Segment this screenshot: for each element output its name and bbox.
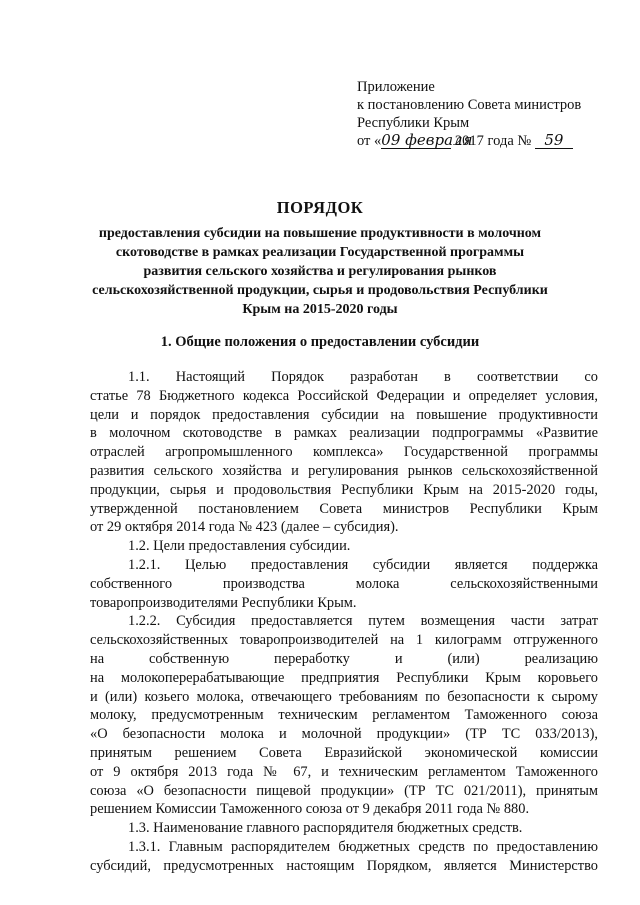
subtitle-line: предоставления субсидии на повышение продуктивности в молочном	[98, 226, 542, 241]
handwritten-number: 59	[535, 133, 573, 149]
body-line: товаропроизводителями Республики Крым.	[90, 594, 357, 611]
date-prefix: от «	[357, 133, 382, 149]
body-line: 1.2.2. Субсидия предоставляется путем возмещения части затрат	[128, 613, 598, 630]
appendix-resolution-line: к постановлению Совета министров	[357, 97, 582, 113]
body-line: собственного производства молока сельскохозяйственными	[90, 575, 598, 592]
body-line: сельскохозяйственных товаропроизводителей на 1 килограмм отгруженного	[90, 632, 598, 649]
appendix-date-line	[357, 132, 627, 150]
subtitle-line: Крым на 2015-2020 годы	[242, 302, 398, 317]
body-line: решением Комиссии Таможенного союза от 9 декабря 2011 года № 880.	[90, 801, 530, 818]
body-line: продукции, сырья и продовольствия Республики Крым на 2015-2020 годы,	[90, 481, 598, 498]
subtitle-line: сельскохозяйственной продукции, сырья и продовольствия Республики	[92, 283, 548, 298]
body-line: союза «О безопасности пищевой продукции» (ТР ТС 021/2011), принятым	[90, 782, 598, 799]
body-line: от 9 октября 2013 года № 67, и техническим регламентом Таможенного	[90, 763, 598, 780]
subtitle-line: развития сельского хозяйства и регулирования рынков	[143, 264, 497, 279]
body-line: «О безопасности молока и молочной продукции» (ТР ТС 033/2013),	[90, 726, 598, 743]
body-line: 1.2.1. Целью предоставления субсидии является поддержка	[128, 556, 598, 573]
body-line: принятым решением Совета Евразийской экономической комиссии	[90, 744, 598, 761]
handwritten-date: 09 февраля	[381, 131, 473, 149]
body-line: субсидий, предусмотренных настоящим Порядком, является Министерство	[90, 857, 598, 874]
body-line: отраслей агропромышленного комплекса» Государственной программы	[90, 444, 598, 461]
body-line: 1.3. Наименование главного распорядителя бюджетных средств.	[128, 820, 523, 837]
body-line: утвержденной постановлением Совета министров Республики Крым	[90, 500, 598, 517]
body-line: молоку, предусмотренным техническим регламентом Таможенного союза	[90, 707, 598, 724]
subtitle-line: скотоводстве в рамках реализации Государственной программы	[115, 245, 525, 260]
body-line: цели и порядок предоставления субсидии на повышение продуктивности	[90, 406, 598, 423]
document-body	[90, 368, 598, 876]
body-line: 1.2. Цели предоставления субсидии.	[128, 538, 351, 555]
body-line: развития сельского хозяйства и регулирования рынков сельскохозяйственной	[90, 462, 598, 479]
body-line: на собственную переработку и (или) реализацию	[90, 650, 598, 667]
body-line: 1.1. Настоящий Порядок разработан в соответствии со	[128, 369, 598, 385]
appendix-label: Приложение	[357, 79, 435, 95]
body-line: в молочном скотоводстве в рамках реализации подпрограммы «Развитие	[90, 425, 598, 442]
body-line: от 29 октября 2014 года № 423 (далее – субсидия).	[90, 519, 399, 536]
appendix-header	[357, 78, 627, 150]
body-line: на молокоперерабатывающие предприятия Республики Крым коровьего	[90, 669, 598, 686]
body-line: и (или) козьего молока, отвечающего требованиям по безопасности к сырому	[90, 688, 598, 705]
document-title: ПОРЯДОК	[276, 198, 364, 217]
appendix-republic-line: Республики Крым	[357, 115, 470, 131]
body-line: 1.3.1. Главным распорядителем бюджетных средств по предоставлению	[128, 838, 598, 855]
section-heading: 1. Общие положения о предоставлении субсидии	[160, 334, 480, 350]
date-suffix: 2017 года №	[451, 133, 535, 149]
document-subtitle	[60, 224, 580, 319]
body-line: статье 78 Бюджетного кодекса Российской Федерации и определяет условия,	[90, 387, 598, 404]
document-title-block	[60, 198, 580, 319]
